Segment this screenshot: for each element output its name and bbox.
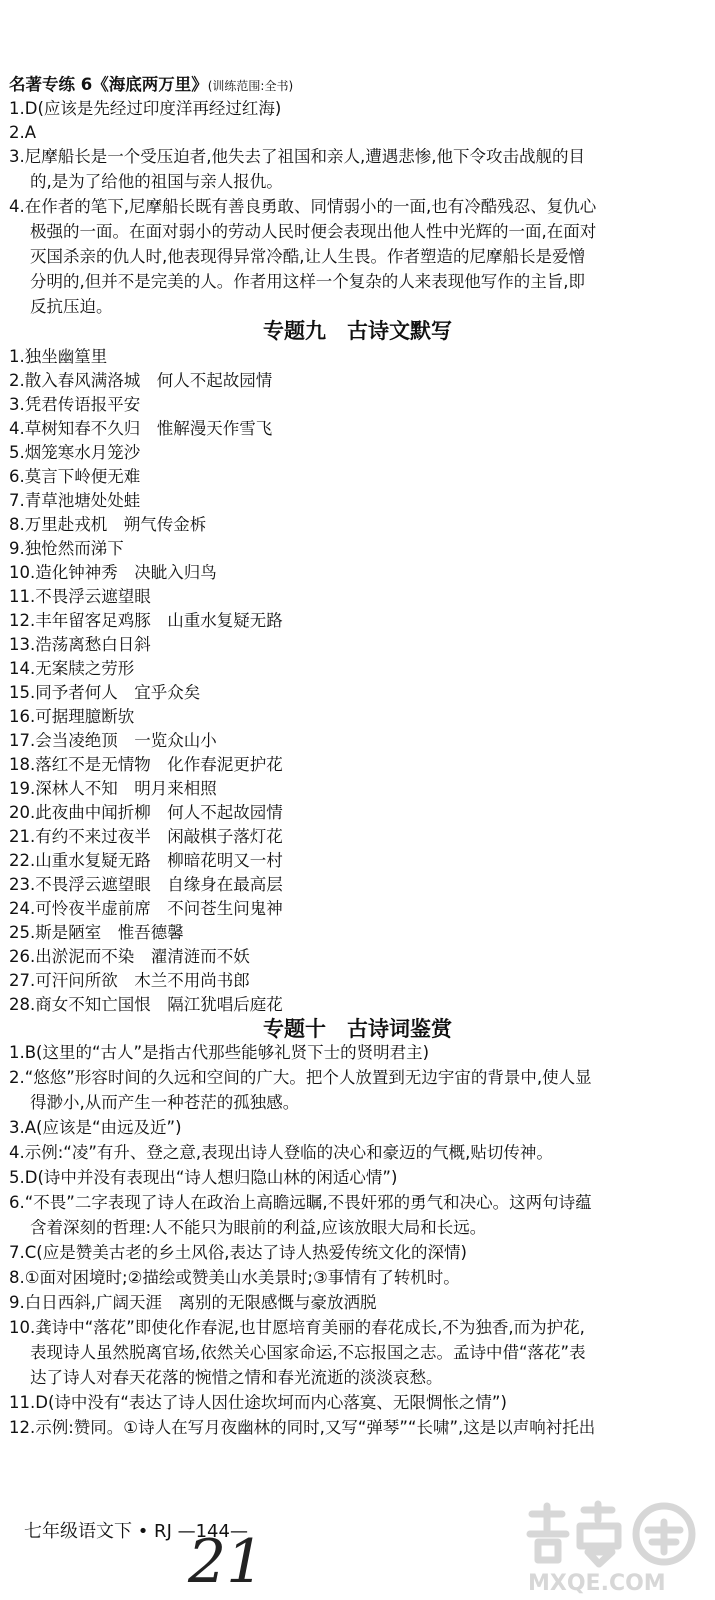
answer-line: 8.①面对困境时;②描绘或赞美山水美景时;③事情有了转机时。: [9, 1268, 460, 1287]
section-header-note: (训练范围:全书): [207, 79, 294, 93]
answer-line: 10.造化钟神秀 决眦入归鸟: [9, 563, 217, 582]
handwritten-page-number: 21: [188, 1527, 265, 1597]
watermark-logo: [522, 1500, 712, 1596]
answer-line: 22.山重水复疑无路 柳暗花明又一村: [9, 851, 283, 870]
answer-line: 28.商女不知亡国恨 隔江犹唱后庭花: [9, 995, 283, 1014]
watermark-url: MXQE.COM: [528, 1571, 666, 1596]
answer-line: 14.无案牍之劳形: [9, 659, 135, 678]
page-footer: 七年级语文下 • RJ —144—: [24, 1521, 248, 1542]
answer-line: 12.示例:赞同。①诗人在写月夜幽林的同时,又写“弹琴”“长啸”,这是以声响衬托出: [9, 1418, 596, 1437]
answer-line: 11.不畏浮云遮望眼: [9, 587, 151, 606]
answer-line: 10.龚诗中“落花”即使化作春泥,也甘愿培育美丽的春花成长,不为独香,而为护花,: [9, 1318, 585, 1337]
answer-line: 的,是为了给他的祖国与亲人报仇。: [30, 172, 283, 191]
answer-line: 4.草树知春不久归 惟解漫天作雪飞: [9, 419, 273, 438]
answer-line: 灭国杀亲的仇人时,他表现得异常冷酷,让人生畏。作者塑造的尼摩船长是爱憎: [30, 247, 585, 266]
answer-line: 3.凭君传语报平安: [9, 395, 141, 414]
answer-line: 6.莫言下岭便无难: [9, 467, 141, 486]
answer-line: 得渺小,从而产生一种苍茫的孤独感。: [30, 1093, 300, 1112]
answer-line: 反抗压迫。: [30, 297, 113, 316]
answer-line: 9.白日西斜,广阔天涯 离别的无限感慨与豪放洒脱: [9, 1293, 377, 1312]
answer-line: 1.独坐幽篁里: [9, 347, 108, 366]
answer-line: 分明的,但并不是完美的人。作者用这样一个复杂的人来表现他写作的主旨,即: [30, 272, 585, 291]
answer-line: 含着深刻的哲理:人不能只为眼前的利益,应该放眼大局和长远。: [30, 1218, 487, 1237]
answer-line: 13.浩荡离愁白日斜: [9, 635, 151, 654]
answer-line: 5.烟笼寒水月笼沙: [9, 443, 141, 462]
answer-line: 20.此夜曲中闻折柳 何人不起故园情: [9, 803, 283, 822]
answer-line: 21.有约不来过夜半 闲敲棋子落灯花: [9, 827, 283, 846]
answer-line: 11.D(诗中没有“表达了诗人因仕途坎坷而内心落寞、无限惆怅之情”): [9, 1393, 507, 1412]
section-header: [9, 74, 709, 97]
section-header-title: 名著专练 6《海底两万里》: [9, 75, 208, 94]
answer-line: 23.不畏浮云遮望眼 自缘身在最高层: [9, 875, 283, 894]
answer-line: 6.“不畏”二字表现了诗人在政治上高瞻远瞩,不畏奸邪的勇气和决心。这两句诗蕴: [9, 1193, 592, 1212]
answer-line: 4.在作者的笔下,尼摩船长既有善良勇敢、同情弱小的一面,也有冷酷残忍、复仇心: [9, 197, 597, 216]
answer-line: 5.D(诗中并没有表现出“诗人想归隐山林的闲适心情”): [9, 1168, 398, 1187]
answer-line: 7.青草池塘处处蛙: [9, 491, 141, 510]
answer-line: 极强的一面。在面对弱小的劳动人民时便会表现出他人性中光辉的一面,在面对: [30, 222, 597, 241]
answer-line: 4.示例:“凌”有升、登之意,表现出诗人登临的决心和豪迈的气概,贴切传神。: [9, 1143, 553, 1162]
answer-line: 12.丰年留客足鸡豚 山重水复疑无路: [9, 611, 283, 630]
answer-line: 达了诗人对春天花落的惋惜之情和春光流逝的淡淡哀愁。: [30, 1368, 443, 1387]
answer-line: 18.落红不是无情物 化作春泥更护花: [9, 755, 283, 774]
answer-line: 3.A(应该是“由远及近”): [9, 1118, 182, 1137]
answer-line: 8.万里赴戎机 朔气传金柝: [9, 515, 207, 534]
answer-line: 1.B(这里的“古人”是指古代那些能够礼贤下士的贤明君主): [9, 1043, 430, 1062]
answer-line: 2.“悠悠”形容时间的久远和空间的广大。把个人放置到无边宇宙的背景中,使人显: [9, 1068, 592, 1087]
answer-line: 3.尼摩船长是一个受压迫者,他失去了祖国和亲人,遭遇悲惨,他下令攻击战舰的目: [9, 147, 585, 166]
answer-line: 25.斯是陋室 惟吾德馨: [9, 923, 184, 942]
answer-line: 26.出淤泥而不染 濯清涟而不妖: [9, 947, 250, 966]
answer-line: 2.A: [9, 123, 37, 142]
section-title: 专题九 古诗文默写: [263, 319, 452, 343]
section-title: 专题十 古诗词鉴赏: [263, 1017, 452, 1041]
answer-line: 24.可怜夜半虚前席 不问苍生问鬼神: [9, 899, 283, 918]
answer-line: 9.独怆然而涕下: [9, 539, 124, 558]
answer-line: 15.同予者何人 宜乎众矣: [9, 683, 201, 702]
answer-line: 2.散入春风满洛城 何人不起故园情: [9, 371, 273, 390]
answer-line: 17.会当凌绝顶 一览众山小: [9, 731, 217, 750]
answer-line: 表现诗人虽然脱离官场,依然关心国家命运,不忘报国之志。孟诗中借“落花”表: [30, 1343, 586, 1362]
answer-line: 19.深林人不知 明月来相照: [9, 779, 217, 798]
answer-line: 27.可汗问所欲 木兰不用尚书郎: [9, 971, 250, 990]
answer-line: 1.D(应该是先经过印度洋再经过红海): [9, 99, 282, 118]
answer-line: 16.可据理臆断欤: [9, 707, 135, 726]
answer-line: 7.C(应是赞美古老的乡土风俗,表达了诗人热爱传统文化的深情): [9, 1243, 467, 1262]
